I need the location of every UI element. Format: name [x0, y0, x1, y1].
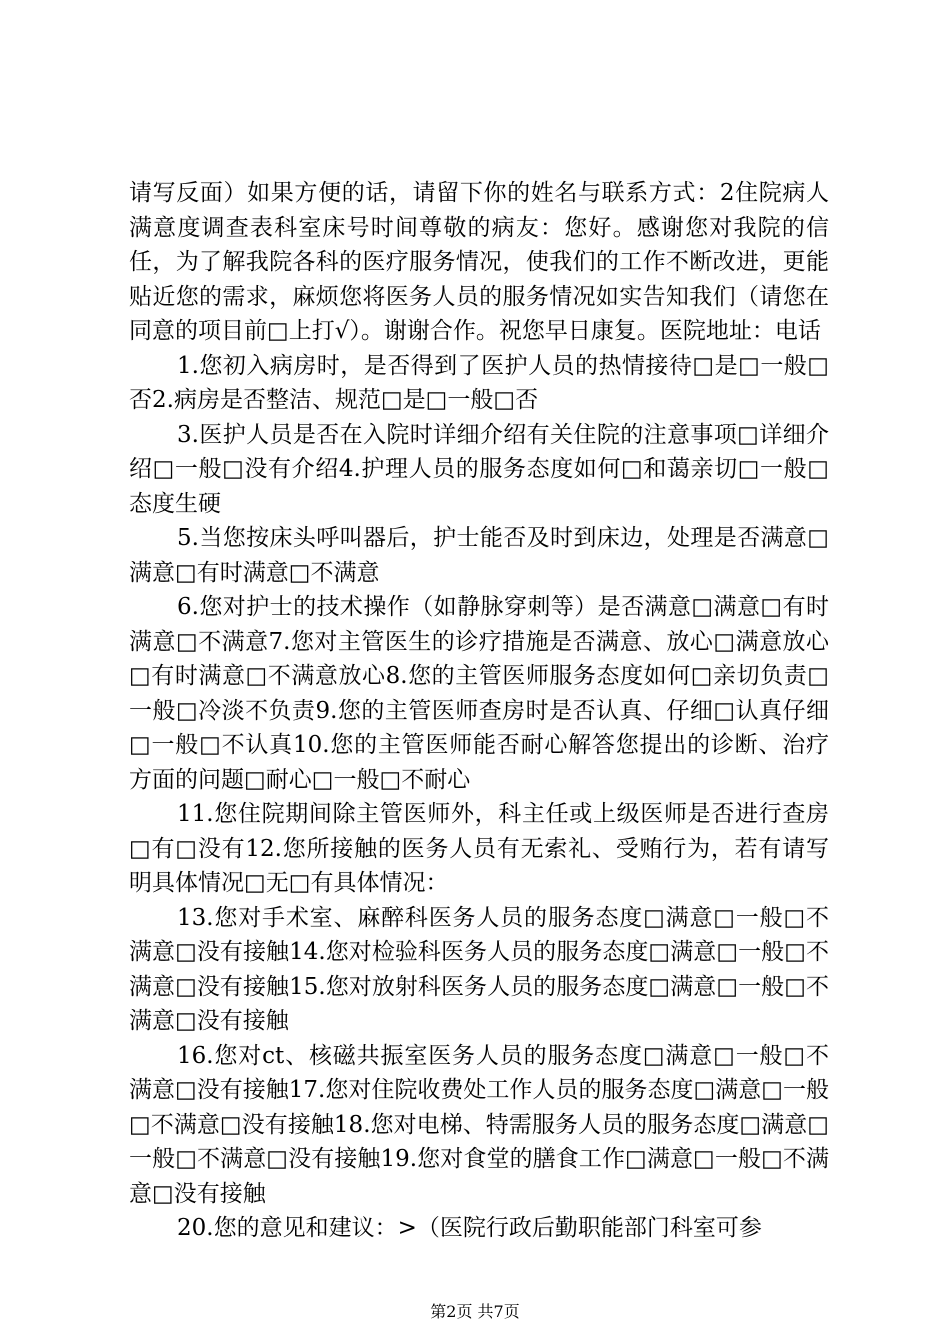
paragraph-q20: 20.您的意见和建议：>（医院行政后勤职能部门科室可参 — [177, 1215, 762, 1241]
paragraph-q3-q4: 3.医护人员是否在入院时详细介绍有关住院的注意事项□详细介绍□一般□没有介绍4.护理人员的服务态度如何□和蔼亲切□一般□态度生硬 — [129, 421, 829, 517]
paragraph-q5: 5.当您按床头呼叫器后，护士能否及时到床边，处理是否满意□满意□有时满意□不满意 — [129, 525, 829, 586]
page-number-label: 第2页 共7页 — [430, 1302, 520, 1321]
paragraph-q1-q2: 1.您初入病房时，是否得到了医护人员的热情接待□是□一般□否2.病房是否整洁、规范□是□一般□否 — [129, 352, 829, 413]
paragraph-intro: 请写反面）如果方便的话，请留下你的姓名与联系方式：2住院病人满意度调查表科室床号时间尊敬的病友：您好。感谢您对我院的信任，为了解我院各科的医疗服务情况，使我们的工作不断改进，更能贴近您的需求，麻烦您将医务人员的服务情况如实告知我们（请您在同意的项目前□上打√）。谢谢合作。祝您早日康复。医院地址：电话 — [129, 180, 829, 344]
paragraph-q11-q12: 11.您住院期间除主管医师外，科主任或上级医师是否进行查房□有□没有12.您所接触的医务人员有无索礼、受贿行为，若有请写明具体情况□无□有具体情况： — [129, 801, 829, 896]
paragraph-q6-q10: 6.您对护士的技术操作（如静脉穿刺等）是否满意□满意□有时满意□不满意7.您对主管医生的诊疗措施是否满意、放心□满意放心□有时满意□不满意放心8.您的主管医师服务态度如何□亲切负责□一般□冷淡不负责9.您的主管医师查房时是否认真、仔细□认真仔细□一般□不认真10.您的主管医师能否耐心解答您提出的诊断、治疗方面的问题□耐心□一般□不耐心 — [129, 594, 829, 793]
page-footer — [0, 1302, 950, 1322]
paragraph-q16-q19: 16.您对ct、核磁共振室医务人员的服务态度□满意□一般□不满意□没有接触17.您对住院收费处工作人员的服务态度□满意□一般□不满意□没有接触18.您对电梯、特需服务人员的服务态度□满意□一般□不满意□没有接触19.您对食堂的膳食工作□满意□一般□不满意□没有接触 — [129, 1042, 829, 1207]
paragraph-q13-q15: 13.您对手术室、麻醉科医务人员的服务态度□满意□一般□不满意□没有接触14.您对检验科医务人员的服务态度□满意□一般□不满意□没有接触15.您对放射科医务人员的服务态度□满意□一般□不满意□没有接触 — [129, 904, 829, 1034]
document-body — [129, 176, 829, 1246]
